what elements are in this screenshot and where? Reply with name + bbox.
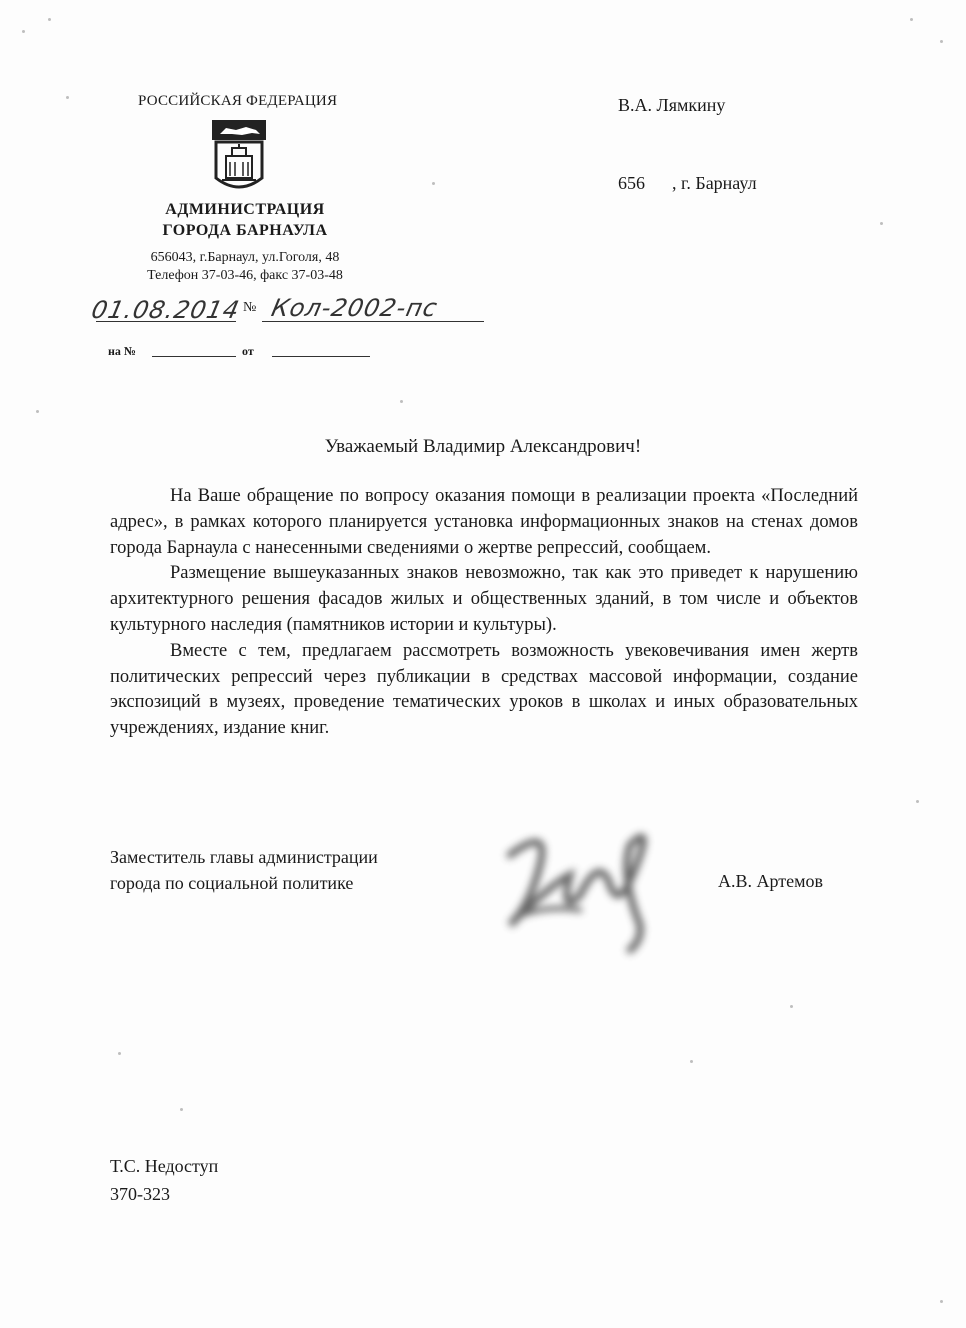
scan-speck (22, 30, 25, 33)
scan-speck (940, 40, 943, 43)
recipient-name: В.А. Лямкину (618, 95, 726, 115)
scan-speck (690, 1060, 693, 1063)
body-paragraph: На Ваше обращение по вопросу оказания помощи в реализации проекта «Последний адрес», в рамках которого планируется установка информационных знаков на стенах домов города Барнаула с нанесенными сведениями о жертве репрессий, сообщаем. (110, 486, 858, 558)
date-underline (96, 321, 236, 322)
reference-number-line (152, 356, 236, 357)
executor-name: Т.С. Недоступ (110, 1156, 219, 1176)
letter-body (110, 484, 858, 742)
letterhead-phone: Телефон 37-03-46, факс 37-03-48 (147, 268, 343, 283)
letterhead-org-line2: ГОРОДА БАРНАУЛА (162, 222, 328, 239)
scan-speck (940, 1300, 943, 1303)
scan-speck (790, 1005, 793, 1008)
scan-speck (36, 410, 39, 413)
scan-speck (916, 800, 919, 803)
scan-speck (118, 1052, 121, 1055)
blurred-handwritten-signature (490, 815, 690, 955)
body-paragraph: Вместе с тем, предлагаем рассмотреть возможность увековечивания имен жертв политических репрессий через публикации в средствах массовой информации, создание экспозиций в музеях, проведение тематических уроков в школах и иных образовательных учреждениях, издание книг. (110, 640, 858, 739)
signer-title-line: Заместитель главы администрации (110, 847, 378, 867)
scan-speck (432, 182, 435, 185)
handwritten-registration-number: Кол-2002-пс (269, 294, 441, 322)
signer-title-line: города по социальной политике (110, 873, 354, 893)
scan-speck (48, 18, 51, 21)
scan-speck (180, 1108, 183, 1111)
reference-date-line (272, 356, 370, 357)
number-underline (262, 321, 484, 322)
letterhead-country: РОССИЙСКАЯ ФЕДЕРАЦИЯ (138, 93, 338, 109)
handwritten-date: 01.08.2014 (89, 296, 243, 324)
city-coat-of-arms-icon (212, 120, 266, 196)
reference-from-label: от (242, 344, 254, 358)
executor-phone: 370-323 (110, 1184, 170, 1204)
scan-speck (66, 96, 69, 99)
scan-speck (400, 400, 403, 403)
scan-speck (910, 18, 913, 21)
body-paragraph: Размещение вышеуказанных знаков невозможно, так как это приведет к нарушению архитектурного решения фасадов жилых и общественных зданий, в том числе и объектов культурного наследия (памятников истории и культуры). (110, 563, 858, 635)
scan-speck (880, 222, 883, 225)
reference-prefix: на № (108, 344, 136, 358)
executor-info (110, 1152, 218, 1208)
number-sign: № (243, 300, 257, 315)
letterhead-address: 656043, г.Барнаул, ул.Гоголя, 48 (150, 250, 340, 265)
salutation: Уважаемый Владимир Александрович! (324, 436, 642, 457)
signer-title (110, 844, 378, 896)
signer-name: А.В. Артемов (718, 871, 824, 891)
letterhead-org-line1: АДМИНИСТРАЦИЯ (165, 201, 325, 218)
recipient-city: 656 , г. Барнаул (618, 173, 757, 193)
